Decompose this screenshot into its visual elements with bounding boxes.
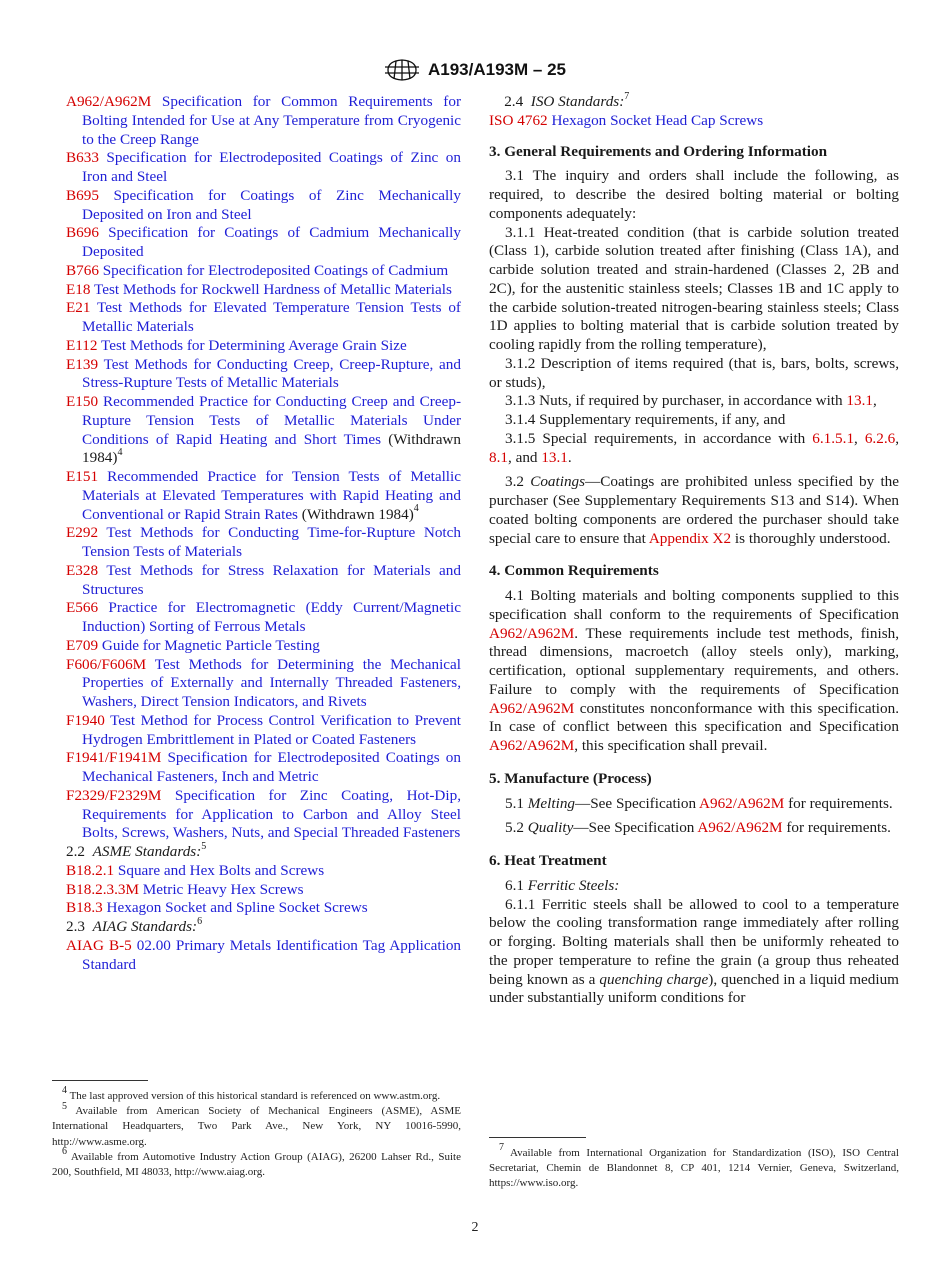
reference-code-link[interactable]: F1940 xyxy=(66,711,105,729)
link-a962-3[interactable]: A962/A962M xyxy=(489,737,575,754)
reference-title-link[interactable]: Specification for Common Requirements for Bolting Intended for Use at Any Temperature from Cryogenic to the Creep Range xyxy=(82,93,462,148)
reference-title-link[interactable]: Hexagon Socket Head Cap Screws xyxy=(551,111,764,129)
reference-title-link[interactable]: Test Methods for Conducting Time-for-Rupture Notch Tension Tests of Materials xyxy=(82,524,461,560)
reference-item xyxy=(66,881,461,900)
reference-title-link[interactable]: Test Methods for Determining the Mechanical Properties of Externally and Internally Threaded Fasteners, Washers, Direct Tension Indicators, and Rivets xyxy=(82,655,461,710)
reference-item xyxy=(66,937,461,975)
reference-title-link[interactable]: Square and Hex Bolts and Screws xyxy=(117,861,325,879)
para-6-1-1: 6.1.1 Ferritic steels shall be allowed to cool to a temperature below the cooling transformation range immediately after rolling or forging. Bolting materials shall then be uniformly reheated to the proper temperature to refine the grain (a group thus reheated being known as a quenching charge), quenched in a liquid medium under substantially uniform conditions for xyxy=(489,895,899,1007)
reference-item xyxy=(66,262,461,281)
reference-code-link[interactable]: B695 xyxy=(66,186,99,204)
footnote-number: 7 xyxy=(499,1142,504,1154)
footnote-text: The last approved version of this historical standard is referenced on www.astm.org. xyxy=(69,1090,441,1102)
reference-code-link[interactable]: A962/A962M xyxy=(66,93,152,110)
footnote-divider-right xyxy=(489,1137,586,1138)
reference-code-link[interactable]: E139 xyxy=(66,355,99,373)
reference-item xyxy=(66,356,461,394)
section-6-heading: 6. Heat Treatment xyxy=(489,852,607,869)
reference-title-link[interactable]: 02.00 Primary Metals Identification Tag Application Standard xyxy=(82,936,462,973)
reference-item xyxy=(66,93,461,149)
para-3-2: 3.2 Coatings—Coatings are prohibited unless specified by the purchaser (See Supplementary Requirements S13 and S14). When coated bolting components are ordered the purchaser should take special care to ensure that Appendix X2 is thoroughly understood. xyxy=(489,473,900,547)
asme-standards-heading: 2.2 ASME Standards:$^5$ xyxy=(66,840,207,860)
reference-title-link[interactable]: Test Method for Process Control Verification to Prevent Hydrogen Embrittlement in Plated or Coated Fasteners xyxy=(82,711,462,748)
section-4-heading: 4. Common Requirements xyxy=(489,562,659,580)
reference-code-link[interactable]: F2329/F2329M xyxy=(66,786,162,804)
reference-withdrawn-note: (Withdrawn 1984) xyxy=(297,505,414,523)
reference-title-link[interactable]: Test Methods for Determining Average Grain Size xyxy=(101,336,407,354)
reference-code-link[interactable]: B696 xyxy=(66,224,99,242)
footnote-number: 4 xyxy=(62,1085,67,1097)
reference-code-link[interactable]: B766 xyxy=(66,261,99,279)
reference-item xyxy=(66,337,461,356)
footnotes-left xyxy=(52,1085,461,1180)
reference-code-link[interactable]: E150 xyxy=(66,393,99,410)
footnote-text: Available from American Society of Mechanical Engineers (ASME), ASME International Headquarters, Two Park Ave., New York, NY 10016-5990, http://www.asme.org. xyxy=(52,1105,461,1148)
reference-title-link[interactable]: Specification for Electrodeposited Coatings of Cadmium xyxy=(102,261,449,279)
para-3-1-4: 3.1.4 Supplementary requirements, if any, and xyxy=(505,411,786,428)
reference-code-link[interactable]: B18.3 xyxy=(66,899,103,917)
reference-title-link[interactable]: Metric Heavy Hex Screws xyxy=(142,880,304,898)
reference-title-link[interactable]: Test Methods for Rockwell Hardness of Metallic Materials xyxy=(94,280,452,298)
left-column xyxy=(66,93,461,974)
link-a962-4[interactable]: A962/A962M xyxy=(699,794,785,812)
reference-item xyxy=(66,637,461,656)
link-8-1[interactable]: 8.1 xyxy=(489,448,508,466)
asme-references xyxy=(66,862,461,918)
reference-item xyxy=(66,393,461,468)
reference-title-link[interactable]: Test Methods for Elevated Temperature Tension Tests of Metallic Materials xyxy=(82,299,461,335)
footnote-text: Available from Automotive Industry Action Group (AIAG), 26200 Lahser Rd., Suite 200, Southfield, MI 48033, http://www.aiag.org. xyxy=(52,1150,461,1179)
footnote-text: Available from International Organization for Standardization (ISO), ISO Central Secretariat, Chemin de Blandonnet 8, CP 401, 1214 Vernier, Geneva, Switzerland, https://www.iso.org. xyxy=(489,1147,899,1190)
page-number: 2 xyxy=(471,1220,479,1235)
para-5-1: 5.1 Melting—See Specification A962/A962M for requirements. xyxy=(505,794,893,812)
footnote xyxy=(52,1146,461,1180)
footnote xyxy=(52,1085,461,1104)
reference-code-link[interactable]: B633 xyxy=(66,149,99,167)
footnotes-right xyxy=(489,1142,899,1192)
reference-code-link[interactable]: E328 xyxy=(66,561,99,579)
reference-item xyxy=(66,712,461,750)
iso-references xyxy=(489,112,899,131)
reference-code-link[interactable]: ISO 4762 xyxy=(489,111,548,129)
reference-title-link[interactable]: Practice for Electromagnetic (Eddy Current/Magnetic Induction) Sorting of Ferrous Metals xyxy=(82,599,461,635)
para-5-2: 5.2 Quality—See Specification A962/A962M for requirements. xyxy=(505,819,891,837)
footnote-number: 6 xyxy=(62,1146,67,1158)
reference-title-link[interactable]: Recommended Practice for Tension Tests of Metallic Materials at Elevated Temperatures with Rapid Heating and Conventional or Rapid Strain Rates xyxy=(82,468,461,523)
reference-item xyxy=(66,599,461,637)
right-column xyxy=(489,90,900,1008)
reference-item xyxy=(66,787,461,843)
section-3-heading: 3. General Requirements and Ordering Information xyxy=(489,142,828,160)
link-a962-2[interactable]: A962/A962M xyxy=(489,699,575,717)
reference-item xyxy=(66,281,461,300)
link-13-1-b[interactable]: 13.1 xyxy=(541,448,568,466)
link-6-1-5-1[interactable]: 6.1.5.1 xyxy=(812,429,855,447)
reference-title-link[interactable]: Specification for Electrodeposited Coatings of Zinc on Iron and Steel xyxy=(82,149,461,185)
reference-item xyxy=(66,899,461,918)
reference-code-link[interactable]: E18 xyxy=(66,280,91,298)
reference-code-link[interactable]: E151 xyxy=(66,468,99,485)
aiag-references xyxy=(66,937,461,975)
footnote xyxy=(52,1100,461,1150)
reference-code-link[interactable]: E709 xyxy=(66,636,99,654)
iso-standards-heading: 2.4 ISO Standards:$^7$ xyxy=(504,90,630,110)
reference-item xyxy=(66,749,461,787)
link-13-1[interactable]: 13.1 xyxy=(846,392,873,410)
para-3-1: 3.1 The inquiry and orders shall include the following, as required, to describe the desired bolting material or bolting components adequately: xyxy=(489,167,899,222)
para-3-1-3: 3.1.3 Nuts, if required by purchaser, in accordance with 13.1, xyxy=(505,392,877,410)
para-3-1-2: 3.1.2 Description of items required (that is, bars, bolts, screws, or studs), xyxy=(489,354,899,391)
reference-code-link[interactable]: F606/F606M xyxy=(66,655,147,673)
para-3-1-1: 3.1.1 Heat-treated condition (that is carbide solution treated (Class 1), carbide solution treated after finishing (Class 1A), and carbide solution treated and strain-hardened (Classes 2, 2B and 2C), for the austenitic stainless steels; Classes 1B and 1C apply to the carbide solution-treated nitrogen-bearing stainless steels; Class 1D applies to bolting material that is carbide solution treated by cooling rapidly from the rolling temperature), xyxy=(489,223,899,353)
para-3-1-5: 3.1.5 Special requirements, in accordance with 6.1.5.1, 6.2.6, 8.1, and 13.1. xyxy=(489,429,899,466)
footnote-number: 5 xyxy=(62,1100,67,1112)
reference-code-link[interactable]: B18.2.1 xyxy=(66,861,115,879)
reference-item xyxy=(66,299,461,337)
reference-code-link[interactable]: E112 xyxy=(66,336,98,354)
reference-code-link[interactable]: AIAG B-5 xyxy=(66,936,132,954)
reference-item xyxy=(66,224,461,262)
reference-title-link[interactable]: Specification for Electrodeposited Coatings on Mechanical Fasteners, Inch and Metric xyxy=(82,749,461,785)
astm-logo-icon xyxy=(384,58,420,82)
reference-code-link[interactable]: F1941/F1941M xyxy=(66,749,162,767)
standard-designation: A193/A193M – 25 xyxy=(428,60,566,79)
reference-item xyxy=(66,862,461,881)
reference-title-link[interactable]: Specification for Coatings of Zinc Mechanically Deposited on Iron and Steel xyxy=(82,186,461,223)
reference-item xyxy=(66,468,461,524)
reference-code-link[interactable]: B18.2.3.3M xyxy=(66,880,139,898)
page-header xyxy=(0,56,950,84)
reference-withdrawn-note: (Withdrawn 1984) xyxy=(82,430,461,467)
reference-title-link[interactable]: Hexagon Socket and Spline Socket Screws xyxy=(106,899,368,917)
reference-title-link[interactable]: Recommended Practice for Conducting Creep and Creep-Rupture Tension Tests of Metallic Materials Under Conditions of Rapid Heating and Short Times xyxy=(82,393,461,448)
reference-title-link[interactable]: Test Methods for Conducting Creep, Creep-Rupture, and Stress-Rupture Tests of Metallic Materials xyxy=(82,355,461,392)
aiag-standards-heading: 2.3 AIAG Standards:$^6$ xyxy=(66,915,203,935)
reference-item xyxy=(66,187,461,225)
link-a962-5[interactable]: A962/A962M xyxy=(697,819,783,837)
reference-title-link[interactable]: Specification for Coatings of Cadmium Mechanically Deposited xyxy=(82,224,461,260)
para-4-1: 4.1 Bolting materials and bolting components supplied to this specification shall conform to the requirements of Specification A962/A962M. These requirements include test methods, finish, thread dimensions, macroetch (alloy steels only), marking, certification, optional supplementary requirements, and others. Failure to comply with the requirements of Specification A962/A962M constitutes nonconformance with this specification. In case of conflict between this specification and Specification A962/A962M, this specification shall prevail. xyxy=(489,587,899,754)
referenced-documents-astm xyxy=(66,93,461,843)
footnote-ref: 4 xyxy=(413,503,419,515)
reference-code-link[interactable]: E292 xyxy=(66,524,99,542)
link-a962-1[interactable]: A962/A962M xyxy=(489,624,575,642)
reference-title-link[interactable]: Guide for Magnetic Particle Testing xyxy=(101,636,320,654)
reference-item xyxy=(66,656,461,712)
footnote-ref: 4 xyxy=(117,447,123,459)
para-6-1: 6.1 Ferritic Steels: xyxy=(505,876,620,894)
link-6-2-6[interactable]: 6.2.6 xyxy=(864,429,896,447)
reference-title-link[interactable]: Test Methods for Stress Relaxation for Materials and Structures xyxy=(82,561,461,598)
reference-title-link[interactable]: Specification for Zinc Coating, Hot-Dip, Requirements for Application to Carbon and Alloy Steel Bolts, Screws, Washers, Nuts, and Special Threaded Fasteners xyxy=(82,786,461,842)
link-appendix-x2[interactable]: Appendix X2 xyxy=(648,529,732,547)
reference-item xyxy=(66,524,461,562)
reference-item xyxy=(489,112,899,131)
reference-code-link[interactable]: E566 xyxy=(66,599,99,617)
footnote xyxy=(489,1142,899,1192)
section-5-heading: 5. Manufacture (Process) xyxy=(489,769,652,787)
footnote-divider-left xyxy=(52,1080,148,1081)
reference-item xyxy=(66,149,461,187)
reference-item xyxy=(66,562,461,600)
reference-code-link[interactable]: E21 xyxy=(66,299,91,317)
